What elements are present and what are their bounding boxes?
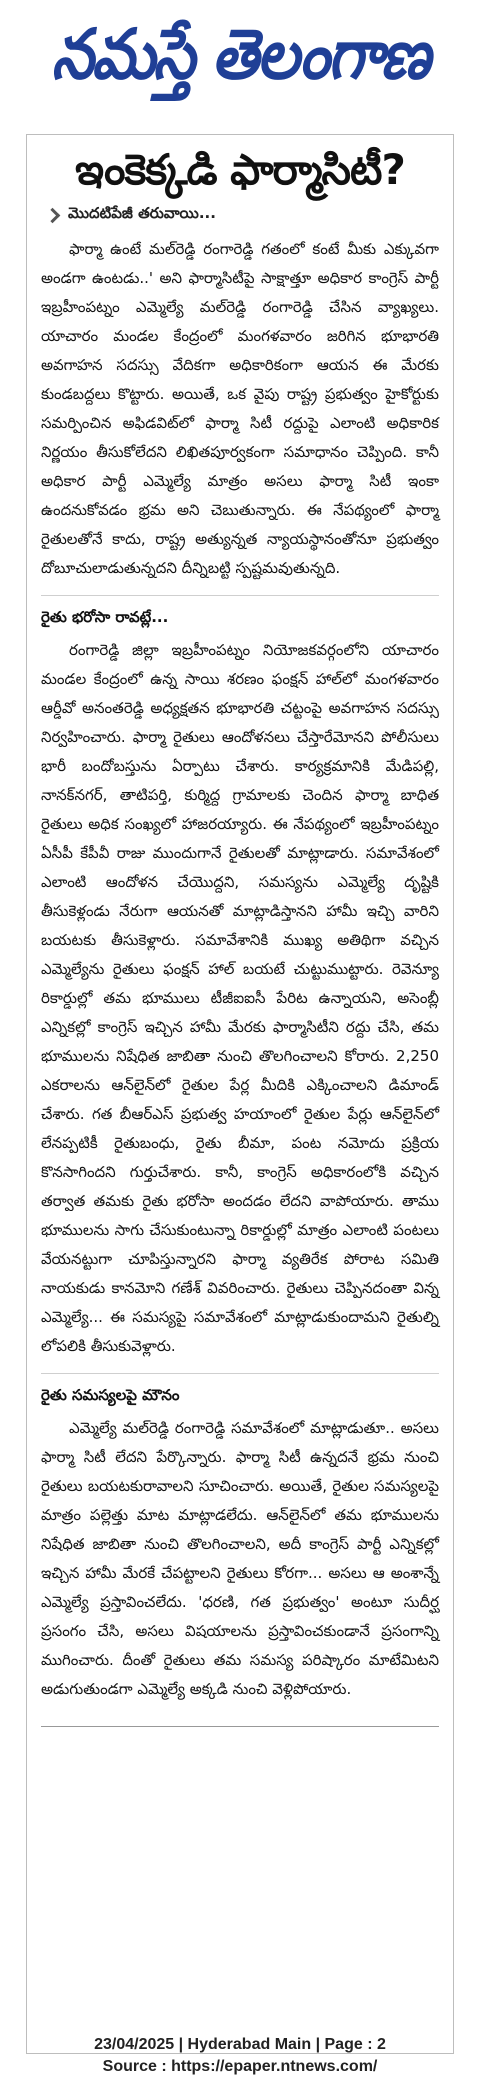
masthead: [0, 0, 480, 110]
continuation-kicker: [41, 201, 439, 229]
article-clipping: [26, 134, 454, 2054]
article-end-rule: [41, 1726, 439, 1727]
section-divider: [41, 595, 439, 596]
section-heading-rythu-bharosa: రైతు భరోసా రావట్లే...: [41, 608, 169, 627]
edition-line: 23/04/2025 | Hyderabad Main | Page : 2: [94, 2036, 386, 2053]
article-paragraph-silence: ఎమ్మెల్యే మల్‌రెడ్డి రంగారెడ్డి సమావేశంలో మాట్లాడుతూ.. అసలు ఫార్మా సిటీ లేదని పేర్కొన్నారు. ఫార్మా సిటీ ఉన్నదనే భ్రమ నుంచి రైతులు బయటకురావాలని సూచించారు. అయితే, రైతుల సమస్యలపై మాత్రం పల్లెత్తు మాట మాట్లాడలేదు. ఆన్‌లైన్‌లో తమ భూములను నిషేధిత జాబితా నుంచి తొలగించాలని, అదీ కాంగ్రెస్ పార్టీ ఎన్నికల్లో ఇచ్చిన హామీ మేరకే చేపట్టాలని రైతులు కోరగా... అసలు ఆ అంశాన్నే ఎమ్మెల్యే ప్రస్తావించలేదు. 'ధరణి, గత ప్రభుత్వం' అంటూ సుదీర్ఘ ప్రసంగం చేసి, అసలు విషయాలను ప్రస్తావించకుండానే ప్రసంగాన్ని ముగించారు. దీంతో రైతులు తమ సమస్య పరిష్కారం మాటేమిటని అడుగుతుండగా ఎమ్మెల్యే అక్కడి నుంచి వెళ్లిపోయారు.: [41, 1419, 439, 1699]
kicker-label: మొదటిపేజీ తరువాయి...: [68, 204, 216, 223]
page-footer: [0, 2034, 480, 2078]
article-paragraph-rythu-bharosa: రంగారెడ్డి జిల్లా ఇబ్రహీంపట్నం నియోజకవర్గంలోని యాచారం మండల కేంద్రంలో ఉన్న సాయి శరణం ఫంక్షన్ హాల్‌లో మంగళవారం ఆర్డీవో అనంతరెడ్డి అధ్యక్షతన భూభారతి చట్టంపై అవగాహన సదస్సు నిర్వహించారు. ఫార్మా రైతులు ఆందోళనలు చేస్తారేమోనని పోలీసులు భారీ బందోబస్తును ఏర్పాటు చేశారు. కార్యక్రమానికి మేడిపల్లి, నానక్‌నగర్, తాటిపర్తి, కుర్మిద్ద గ్రామాలకు చెందిన ఫార్మా బాధిత రైతులు అధిక సంఖ్యలో హాజరయ్యారు. ఈ నేపథ్యంలో ఇబ్రహీంపట్నం ఏసీపీ కేపీవీ రాజు ముందుగానే రైతులతో మాట్లాడారు. సమావేశంలో ఎలాంటి ఆందోళన చేయొద్దని, సమస్యను ఎమ్మెల్యే దృష్టికి తీసుకెళ్లండు నేరుగా ఆయనతో మాట్లాడిస్తానని హామీ ఇచ్చి వారిని బయటకు తీసుకెళ్లారు. సమావేశానికి ముఖ్య అతిథిగా వచ్చిన ఎమ్మెల్యేను రైతులు ఫంక్షన్ హాల్ బయటే చుట్టుముట్టారు. రెవెన్యూ రికార్డుల్లో తమ భూములు టీజీఐఐసీ పేరిట ఉన్నాయని, అసెంబ్లీ ఎన్నికల్లో కాంగ్రెస్ ఇచ్చిన హామీ మేరకు ఫార్మాసిటీని రద్దు చేసి, తమ భూములను నిషేధిత జాబితా నుంచి తొలగించాలని కోరారు. 2,250 ఎకరాలను ఆన్‌లైన్‌లో రైతుల పేర్ల మీదికి ఎక్కించాలని డిమాండ్ చేశారు. గత బీఆర్ఎస్ ప్రభుత్వ హయాంలో రైతుల పేర్లు ఆన్‌లైన్‌లో లేనప్పటికీ రైతుబంధు, రైతు బీమా, పంట నమోదు ప్రక్రియ కొనసాగిందని గుర్తుచేశారు. కానీ, కాంగ్రెస్ అధికారంలోకి వచ్చిన తర్వాత తమకు రైతు భరోసా అందడం లేదని వాపోయారు. తాము భూములను సాగు చేసుకుంటున్నా రికార్డుల్లో మాత్రం ఎలాంటి పంటలు వేయనట్టుగా చూపిస్తున్నారని ఫార్మా వ్యతిరేక పోరాట సమితి నాయకుడు కానమోని గణేశ్ వివరించారు. రైతులు చెప్పినదంతా విన్న ఎమ్మెల్యే... ఈ సమస్యపై సమావేశంలో మాట్లాడుకుందామని రైతుల్ని లోపలికి తీసుకువెళ్లారు.: [41, 641, 439, 1356]
article-headline: ఇంకెక్కడి ఫార్మాసిటీ?: [75, 145, 405, 194]
chevron-right-icon: [45, 207, 61, 223]
section-heading-silence: రైతు సమస్యలపై మౌనం: [41, 1386, 180, 1405]
article-paragraph-intro: ఫార్మా ఉంటే మల్‌రెడ్డి రంగారెడ్డి గతంలో కంటే మీకు ఎక్కువగా అండగా ఉంటడు..' అని ఫార్మాసిటీపై సాక్షాత్తూ అధికార కాంగ్రెస్ పార్టీ ఇబ్రహీంపట్నం ఎమ్మెల్యే మల్‌రెడ్డి రంగారెడ్డి చేసిన వ్యాఖ్యలు. యాచారం మండల కేంద్రంలో మంగళవారం జరిగిన భూభారతి అవగాహన సదస్సు వేదికగా అధికారికంగా ఆయన ఈ మేరకు కుండబద్దలు కొట్టారు. అయితే, ఒక వైపు రాష్ట్ర ప్రభుత్వం హైకోర్టుకు సమర్పించిన అఫిడవిట్‌లో ఫార్మా సిటీ రద్దుపై ఎలాంటి అధికారిక నిర్ణయం తీసుకోలేదని లిఖితపూర్వకంగా సమాధానం చెప్పింది. కానీ అధికార పార్టీ ఎమ్మెల్యే మాత్రం అసలు ఫార్మా సిటీ ఇంకా ఉందనుకోవడం భ్రమ అని చెబుతున్నారు. ఈ నేపథ్యంలో ఫార్మా రైతులతోనే కాదు, రాష్ట్ర అత్యున్నత న్యాయస్థానంతోనూ ప్రభుత్వం దోబూచులాడుతున్నదని దీన్నిబట్టి స్పష్టమవుతున్నది.: [41, 240, 439, 578]
section-divider: [41, 1373, 439, 1374]
source-line: Source : https://epaper.ntnews.com/: [102, 2058, 378, 2075]
newspaper-logo: నమస్తే తెలంగాణ: [51, 14, 429, 96]
